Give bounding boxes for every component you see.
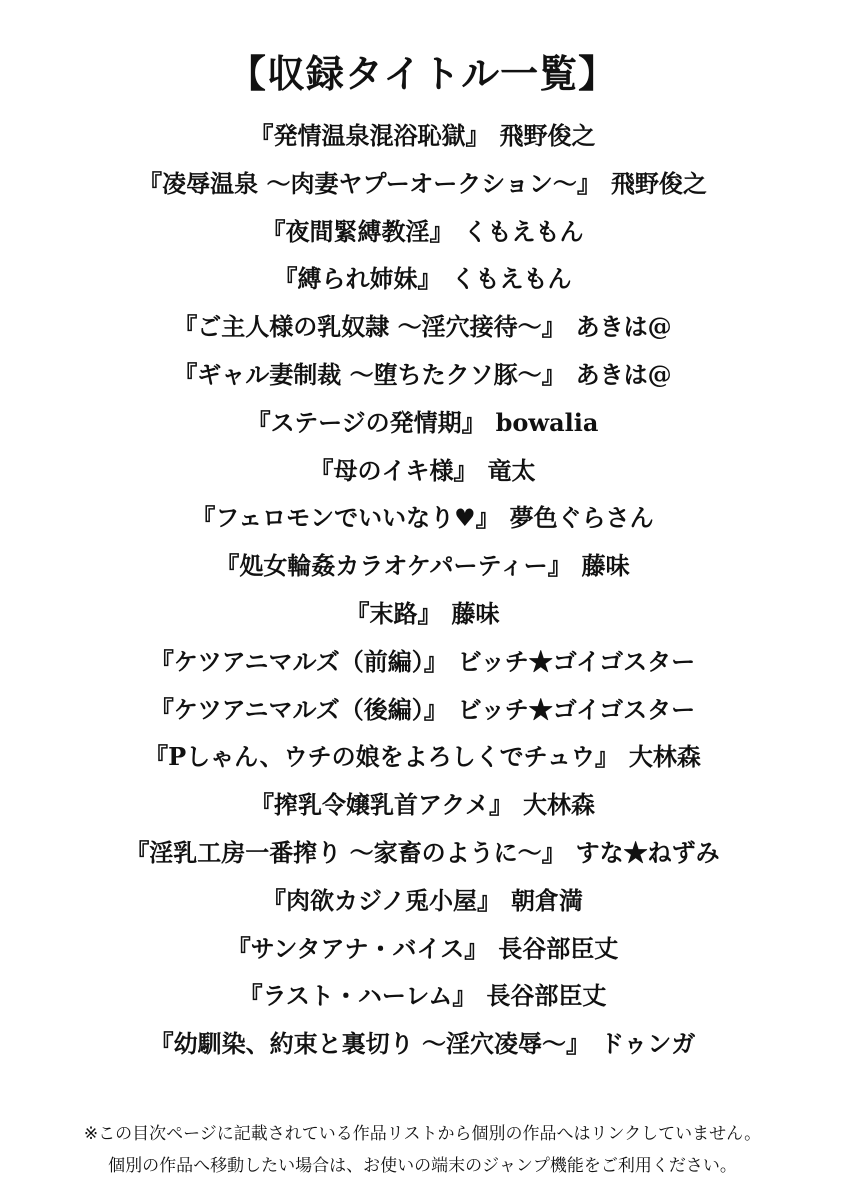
work-title: 『搾乳令嬢乳首アクメ』 xyxy=(249,790,514,820)
list-item xyxy=(0,590,845,638)
author-name: 藤味 xyxy=(451,598,500,628)
author-name: すな★ねずみ xyxy=(575,837,720,867)
work-title: 『サンタアナ・バイス』 xyxy=(226,933,489,963)
list-item xyxy=(0,112,845,160)
author-name: 長谷部臣丈 xyxy=(498,933,619,963)
author-name: あきは@ xyxy=(575,359,672,389)
list-item xyxy=(0,638,845,686)
list-item xyxy=(0,303,845,351)
work-title: 『発情温泉混浴恥獄』 xyxy=(249,121,490,150)
list-item xyxy=(0,877,845,925)
list-item xyxy=(0,972,845,1020)
footnote-line: 個別の作品へ移動したい場合は、お使いの端末のジャンプ機能をご利用ください。 xyxy=(108,1156,737,1176)
work-title: 『夜間緊縛教淫』 xyxy=(261,216,454,246)
work-title: 『母のイキ様』 xyxy=(309,455,478,485)
list-item xyxy=(0,542,845,590)
author-name: 大林森 xyxy=(628,742,701,772)
author-name: くもえもん xyxy=(463,216,584,246)
page-title: 【収録タイトル一覧】 xyxy=(227,51,618,96)
list-item xyxy=(0,925,845,973)
author-name: ビッチ★ゴイゴスター xyxy=(457,646,696,676)
work-title: 『末路』 xyxy=(345,598,442,628)
work-title: 『凌辱温泉 ～肉妻ヤプーオークション～』 xyxy=(138,168,601,198)
list-item xyxy=(0,160,845,208)
author-name: 長谷部臣丈 xyxy=(486,981,607,1011)
work-title: 『処女輪姦カラオケパーティー』 xyxy=(215,551,572,581)
author-name: 朝倉満 xyxy=(511,885,584,915)
list-item xyxy=(0,255,845,303)
author-name: bowalia xyxy=(495,407,599,437)
work-title: 『ギャル妻制裁 ～堕ちたクソ豚～』 xyxy=(173,359,566,389)
work-title: 『淫乳工房一番搾り ～家畜のように～』 xyxy=(125,837,566,867)
author-name: あきは@ xyxy=(575,312,672,342)
list-item xyxy=(0,733,845,781)
author-name: ドゥンガ xyxy=(599,1029,696,1059)
list-item xyxy=(0,208,845,256)
list-item xyxy=(0,829,845,877)
work-title: 『ご主人様の乳奴隷 ～淫穴接待～』 xyxy=(173,312,566,342)
list-item xyxy=(0,1020,845,1068)
author-name: 夢色ぐらさん xyxy=(509,503,654,533)
author-name: 藤味 xyxy=(581,551,630,581)
footnote-line: ※この目次ページに記載されている作品リストから個別の作品へはリンクしていません。 xyxy=(83,1124,762,1144)
list-item xyxy=(0,399,845,447)
work-title: 『ケツアニマルズ（前編）』 xyxy=(149,646,448,676)
author-name: 大林森 xyxy=(523,790,596,820)
work-title: 『ステージの発情期』 xyxy=(246,407,486,437)
work-title: 『縛られ姉妹』 xyxy=(273,264,442,294)
list-item xyxy=(0,781,845,829)
work-title: 『Pしゃん、ウチの娘をよろしくでチュウ』 xyxy=(144,742,619,772)
author-name: 竜太 xyxy=(487,455,536,485)
author-name: 飛野俊之 xyxy=(610,168,707,198)
list-item xyxy=(0,494,845,542)
work-title: 『ラスト・ハーレム』 xyxy=(238,981,477,1011)
list-item xyxy=(0,686,845,734)
author-name: 飛野俊之 xyxy=(499,121,596,150)
author-name: ビッチ★ゴイゴスター xyxy=(457,694,696,724)
list-item xyxy=(0,351,845,399)
work-title: 『フェロモンでいいなり♥』 xyxy=(191,503,500,533)
footnote xyxy=(0,1118,845,1182)
work-title: 『肉欲カジノ兎小屋』 xyxy=(261,885,502,915)
list-item xyxy=(0,447,845,495)
work-title: 『ケツアニマルズ（後編）』 xyxy=(149,694,448,724)
title-list xyxy=(0,112,845,1068)
work-title: 『幼馴染、約束と裏切り ～淫穴凌辱～』 xyxy=(149,1029,590,1059)
author-name: くもえもん xyxy=(451,264,572,294)
